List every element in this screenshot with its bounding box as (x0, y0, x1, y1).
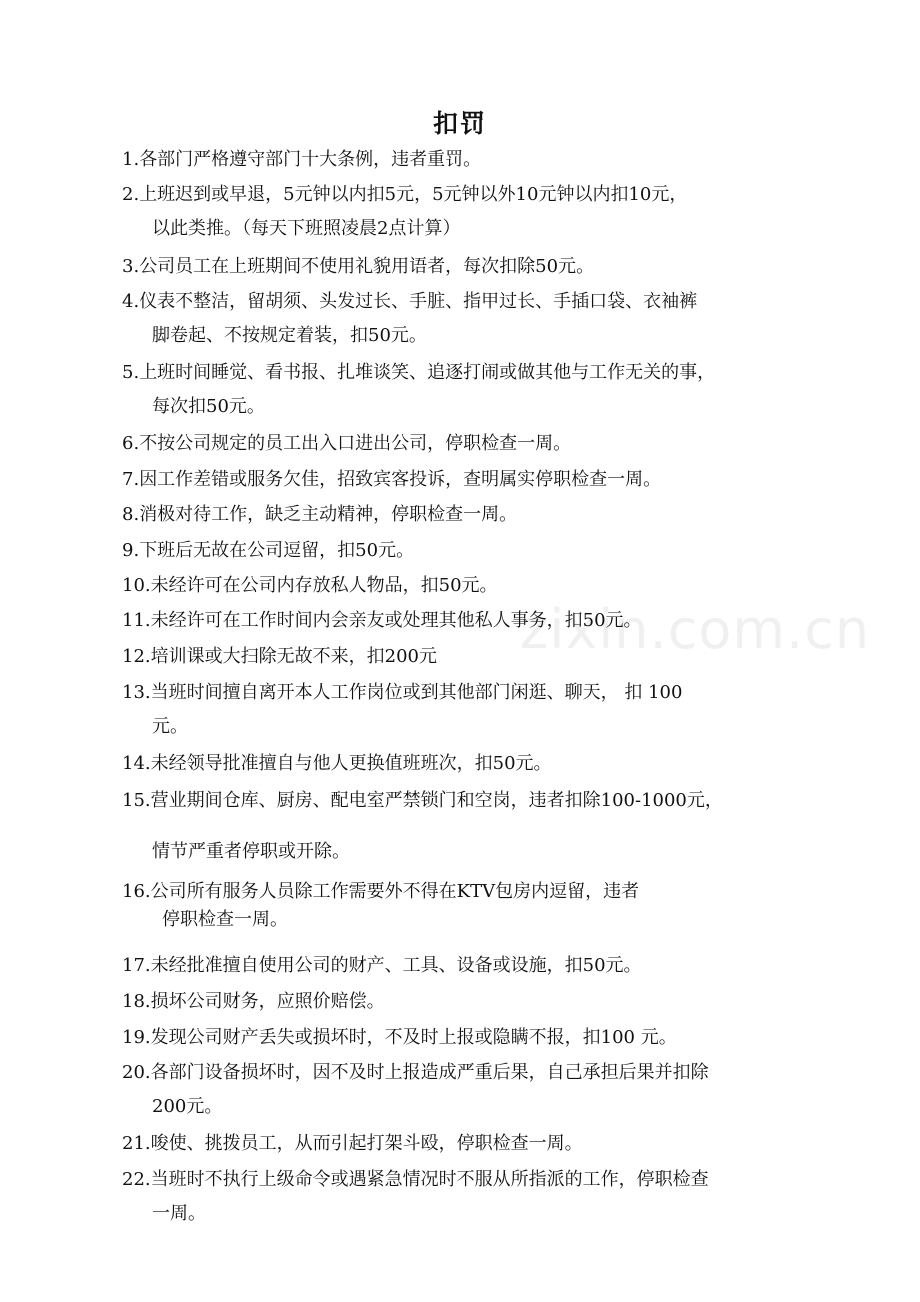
rule-text: 下班后无故在公司逗留，扣50元。 (139, 540, 415, 561)
rule-number: 13. (122, 682, 151, 703)
rule-number: 6. (122, 433, 140, 454)
rule-number: 10. (122, 575, 151, 596)
rule-text: 营业期间仓库、厨房、配电室严禁锁门和空岗，违者扣除100-1000元， (150, 790, 723, 811)
rule-item (122, 784, 832, 869)
rule-text-continued: 停职检查一周。 (162, 909, 288, 930)
rule-item (122, 878, 832, 934)
rule-item (122, 143, 832, 177)
rule-number: 20. (122, 1062, 151, 1083)
rule-text-continued: 以此类推。（每天下班照凌晨2点计算） (152, 218, 461, 239)
rule-number: 1. (122, 149, 140, 170)
rule-item (122, 985, 832, 1019)
rule-text: 损坏公司财务，应照价赔偿。 (150, 991, 385, 1012)
rule-number: 21. (122, 1133, 151, 1154)
rule-text: 未经领导批准擅自与他人更换值班班次，扣50元。 (150, 753, 552, 774)
rule-text: 各部门设备损坏时，因不及时上报造成严重后果，自己承担后果并扣除 (150, 1062, 709, 1083)
rule-text-continued: 一周。 (152, 1203, 206, 1224)
rule-item (122, 250, 832, 284)
rule-text: 发现公司财产丢失或损坏时，不及时上报或隐瞒不报，扣100 元。 (150, 1027, 677, 1048)
rule-text-continued: 200元。 (152, 1096, 223, 1117)
rule-number: 22. (122, 1169, 151, 1190)
rule-text-continued: 脚卷起、不按规定着装，扣50元。 (152, 325, 427, 346)
rule-number: 18. (122, 991, 151, 1012)
rule-text: 各部门严格遵守部门十大条例，违者重罚。 (139, 149, 482, 170)
rule-number: 2. (122, 184, 140, 205)
rule-item (122, 569, 832, 603)
rule-item (122, 949, 832, 983)
rule-item (122, 747, 832, 781)
rule-number: 17. (122, 955, 151, 976)
rule-text: 当班时间擅自离开本人工作岗位或到其他部门闲逛、聊天， 扣 100 (150, 682, 683, 703)
rule-text: 消极对待工作，缺乏主动精神，停职检查一周。 (139, 504, 518, 525)
rule-item (122, 534, 832, 568)
rule-text: 未经许可在工作时间内会亲友或处理其他私人事务，扣50元。 (150, 610, 642, 631)
rule-number: 4. (122, 291, 140, 312)
rule-text: 公司所有服务人员除工作需要外不得在KTV包房内逗留，违者 (150, 881, 640, 902)
rule-text-continued: 元。 (152, 716, 188, 737)
rule-number: 5. (122, 362, 140, 383)
rule-text: 上班时间睡觉、看书报、扎堆谈笑、追逐打闹或做其他与工作无关的事， (139, 362, 716, 383)
rule-text: 唆使、挑拨员工，从而引起打架斗殴，停职检查一周。 (150, 1133, 583, 1154)
rule-number: 11. (122, 610, 151, 631)
rule-text: 未经许可在公司内存放私人物品，扣50元。 (150, 575, 498, 596)
rule-item (122, 1056, 832, 1124)
rule-text-continued: 情节严重者停职或开除。 (152, 841, 350, 862)
rule-number: 14. (122, 753, 151, 774)
rule-number: 8. (122, 504, 140, 525)
rule-item (122, 604, 832, 638)
rule-number: 9. (122, 540, 140, 561)
rule-text: 公司员工在上班期间不使用礼貌用语者，每次扣除50元。 (139, 256, 595, 277)
rule-item (122, 1021, 832, 1055)
rule-text: 仪表不整洁，留胡须、头发过长、手脏、指甲过长、手插口袋、衣袖裤 (139, 291, 698, 312)
rule-item (122, 498, 832, 532)
rule-number: 3. (122, 256, 140, 277)
rule-item (122, 463, 832, 497)
rule-item (122, 356, 832, 424)
rule-item (122, 1163, 832, 1231)
rule-number: 16. (122, 881, 151, 902)
rule-text: 未经批准擅自使用公司的财产、工具、设备或设施，扣50元。 (150, 955, 642, 976)
rule-number: 12. (122, 646, 151, 667)
rule-text: 当班时不执行上级命令或遇紧急情况时不服从所指派的工作，停职检查 (150, 1169, 709, 1190)
rule-text: 因工作差错或服务欠佳，招致宾客投诉，查明属实停职检查一周。 (139, 469, 662, 490)
rule-item (122, 1127, 832, 1161)
rule-number: 7. (122, 469, 140, 490)
rule-item (122, 427, 832, 461)
rule-text: 培训课或大扫除无故不来，扣200元 (150, 646, 437, 667)
rule-item (122, 178, 832, 246)
rule-number: 15. (122, 790, 151, 811)
rule-item (122, 285, 832, 353)
rule-item (122, 640, 832, 674)
rule-text: 上班迟到或早退，5元钟以内扣5元，5元钟以外10元钟以内扣10元， (139, 184, 688, 205)
watermark: zixin.com.cn (520, 598, 871, 661)
document-title: 扣罚 (432, 109, 487, 138)
rule-item (122, 676, 832, 744)
rule-text: 不按公司规定的员工出入口进出公司，停职检查一周。 (139, 433, 572, 454)
rule-text-continued: 每次扣50元。 (152, 396, 265, 417)
rule-number: 19. (122, 1027, 151, 1048)
